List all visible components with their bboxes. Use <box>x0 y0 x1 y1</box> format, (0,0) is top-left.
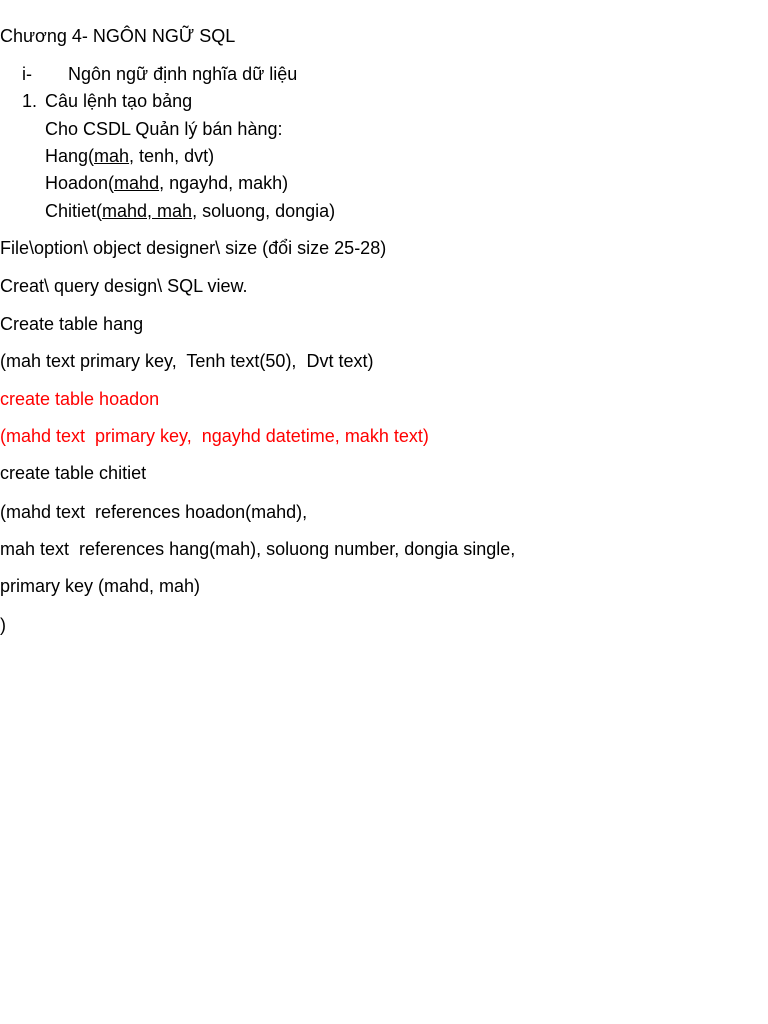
schema-hoadon-prefix: Hoadon( <box>45 173 115 193</box>
item-heading: Câu lệnh tạo bảng <box>45 91 193 111</box>
sql-create-chitiet: create table chitiet <box>0 463 147 483</box>
chapter-title: Chương 4- NGÔN NGỮ SQL <box>0 26 236 46</box>
schema-hang-rest: , tenh, dvt) <box>129 146 215 166</box>
schema-hoadon-rest: , ngayhd, makh) <box>159 173 289 193</box>
schema-hang-prefix: Hang( <box>45 146 95 166</box>
schema-chitiet <box>45 200 335 222</box>
sql-closing-paren: ) <box>0 615 6 635</box>
schema-hang <box>45 145 214 167</box>
schema-chitiet-prefix: Chitiet( <box>45 201 103 221</box>
schema-intro: Cho CSDL Quản lý bán hàng: <box>45 119 283 139</box>
schema-chitiet-rest: , soluong, dongia) <box>192 201 336 221</box>
item-marker: 1. <box>22 91 38 111</box>
schema-hoadon <box>45 172 288 194</box>
sql-chitiet-line-2: mah text references hang(mah), soluong number, dongia single, <box>0 539 516 559</box>
sql-chitiet-line-1: (mahd text references hoadon(mahd), <box>0 502 308 522</box>
instruction-options-path: File\option\ object designer\ size (đổi size 25-28) <box>0 238 387 258</box>
schema-hang-key: mah <box>94 146 130 166</box>
instruction-query-design: Creat\ query design\ SQL view. <box>0 276 248 296</box>
sql-hoadon-columns: (mahd text primary key, ngayhd datetime, makh text) <box>0 426 429 446</box>
sql-hang-columns: (mah text primary key, Tenh text(50), Dvt text) <box>0 351 374 371</box>
sql-create-hang: Create table hang <box>0 314 144 334</box>
sql-create-hoadon: create table hoadon <box>0 389 160 409</box>
section-heading: Ngôn ngữ định nghĩa dữ liệu <box>68 64 298 84</box>
sql-chitiet-primary-key: primary key (mahd, mah) <box>0 576 201 596</box>
schema-hoadon-key: mahd <box>114 173 160 193</box>
section-marker: i- <box>22 64 32 84</box>
schema-chitiet-key: mahd, mah <box>102 201 193 221</box>
